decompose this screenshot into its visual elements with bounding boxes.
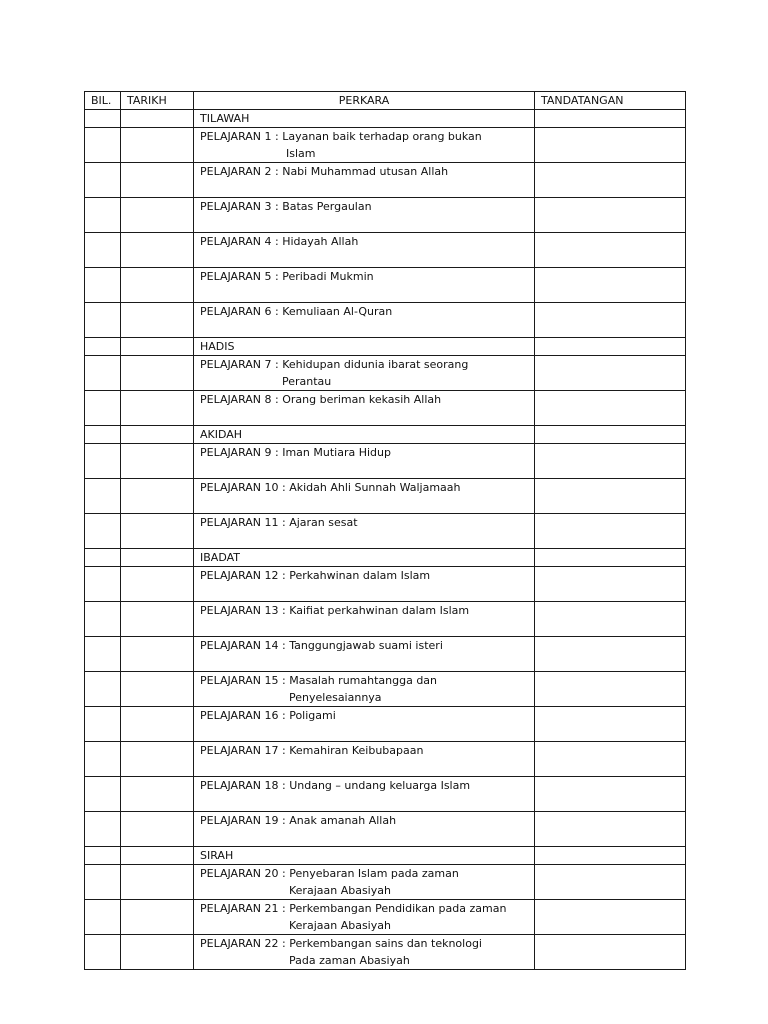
table-row [85, 602, 686, 637]
bil-cell [85, 479, 121, 514]
tarikh-cell [121, 163, 194, 198]
table-row [85, 198, 686, 233]
perkara-cell [194, 812, 535, 847]
table-row [85, 742, 686, 777]
bil-cell [85, 567, 121, 602]
table-row [85, 391, 686, 426]
tandatangan-cell [535, 338, 686, 356]
tandatangan-cell [535, 812, 686, 847]
tarikh-cell [121, 198, 194, 233]
section-title: IBADAT [200, 551, 240, 564]
tandatangan-cell [535, 128, 686, 163]
bil-cell [85, 637, 121, 672]
lesson-title: PELAJARAN 16 : Poligami [200, 709, 336, 722]
perkara-cell [194, 777, 535, 812]
header-tarikh: TARIKH [121, 92, 194, 110]
tarikh-cell [121, 777, 194, 812]
header-perkara: PERKARA [194, 92, 535, 110]
tandatangan-cell [535, 356, 686, 391]
tandatangan-cell [535, 672, 686, 707]
tandatangan-cell [535, 847, 686, 865]
bil-cell [85, 303, 121, 338]
bil-cell [85, 935, 121, 970]
bil-cell [85, 672, 121, 707]
perkara-cell [194, 479, 535, 514]
perkara-cell [194, 637, 535, 672]
table-row [85, 707, 686, 742]
tarikh-cell [121, 391, 194, 426]
tarikh-cell [121, 567, 194, 602]
tarikh-cell [121, 812, 194, 847]
tarikh-cell [121, 707, 194, 742]
bil-cell [85, 110, 121, 128]
perkara-cell [194, 233, 535, 268]
bil-cell [85, 549, 121, 567]
perkara-cell [194, 444, 535, 479]
lesson-title: PELAJARAN 18 : Undang – undang keluarga Islam [200, 779, 471, 792]
lesson-title: PELAJARAN 4 : Hidayah Allah [200, 235, 359, 248]
lesson-title: PELAJARAN 14 : Tanggungjawab suami isteri [200, 639, 443, 652]
header-tandatangan: TANDATANGAN [535, 92, 686, 110]
perkara-cell [194, 900, 535, 935]
tandatangan-cell [535, 233, 686, 268]
bil-cell [85, 391, 121, 426]
tarikh-cell [121, 444, 194, 479]
bil-cell [85, 128, 121, 163]
perkara-cell [194, 198, 535, 233]
tarikh-cell [121, 847, 194, 865]
bil-cell [85, 865, 121, 900]
tandatangan-cell [535, 514, 686, 549]
lesson-title: PELAJARAN 22 : Perkembangan sains dan teknologi [200, 937, 482, 950]
header-bil: BIL. [85, 92, 121, 110]
section-row [85, 338, 686, 356]
bil-cell [85, 198, 121, 233]
bil-cell [85, 514, 121, 549]
perkara-cell [194, 935, 535, 970]
tandatangan-cell [535, 865, 686, 900]
table-row [85, 163, 686, 198]
bil-cell [85, 847, 121, 865]
bil-cell [85, 163, 121, 198]
lesson-title: PELAJARAN 7 : Kehidupan didunia ibarat seorang [200, 358, 469, 371]
tarikh-cell [121, 549, 194, 567]
perkara-cell [194, 338, 535, 356]
perkara-cell [194, 303, 535, 338]
lesson-title: PELAJARAN 11 : Ajaran sesat [200, 516, 358, 529]
lesson-title: PELAJARAN 15 : Masalah rumahtangga dan [200, 674, 438, 687]
tarikh-cell [121, 356, 194, 391]
tandatangan-cell [535, 777, 686, 812]
lesson-title: PELAJARAN 19 : Anak amanah Allah [200, 814, 397, 827]
table-row [85, 865, 686, 900]
bil-cell [85, 742, 121, 777]
tarikh-cell [121, 935, 194, 970]
table-row [85, 233, 686, 268]
lesson-title: PELAJARAN 3 : Batas Pergaulan [200, 200, 372, 213]
tarikh-cell [121, 338, 194, 356]
perkara-cell [194, 707, 535, 742]
tarikh-cell [121, 602, 194, 637]
tarikh-cell [121, 233, 194, 268]
lesson-title: PELAJARAN 2 : Nabi Muhammad utusan Allah [200, 165, 449, 178]
perkara-cell [194, 110, 535, 128]
table-row [85, 444, 686, 479]
table-row [85, 777, 686, 812]
record-table [84, 91, 686, 970]
perkara-cell [194, 602, 535, 637]
perkara-cell [194, 128, 535, 163]
tarikh-cell [121, 865, 194, 900]
tarikh-cell [121, 672, 194, 707]
table-row [85, 303, 686, 338]
perkara-cell [194, 163, 535, 198]
bil-cell [85, 602, 121, 637]
lesson-title-continuation: Kerajaan Abasiyah [289, 884, 391, 897]
section-row [85, 110, 686, 128]
section-row [85, 549, 686, 567]
perkara-cell [194, 865, 535, 900]
bil-cell [85, 338, 121, 356]
tandatangan-cell [535, 198, 686, 233]
perkara-cell [194, 549, 535, 567]
tarikh-cell [121, 637, 194, 672]
tarikh-cell [121, 303, 194, 338]
perkara-cell [194, 426, 535, 444]
lesson-title-continuation: Islam [286, 147, 316, 160]
tandatangan-cell [535, 444, 686, 479]
table-row [85, 514, 686, 549]
perkara-cell [194, 567, 535, 602]
perkara-cell [194, 514, 535, 549]
section-title: TILAWAH [200, 112, 250, 125]
table-row [85, 672, 686, 707]
tandatangan-cell [535, 479, 686, 514]
tandatangan-cell [535, 303, 686, 338]
lesson-title: PELAJARAN 12 : Perkahwinan dalam Islam [200, 569, 431, 582]
bil-cell [85, 444, 121, 479]
bil-cell [85, 812, 121, 847]
table-row [85, 812, 686, 847]
tandatangan-cell [535, 637, 686, 672]
perkara-cell [194, 847, 535, 865]
lesson-title: PELAJARAN 21 : Perkembangan Pendidikan pada zaman [200, 902, 507, 915]
lesson-title: PELAJARAN 10 : Akidah Ahli Sunnah Waljamaah [200, 481, 461, 494]
bil-cell [85, 233, 121, 268]
tandatangan-cell [535, 742, 686, 777]
table-row [85, 268, 686, 303]
lesson-title: PELAJARAN 13 : Kaifiat perkahwinan dalam Islam [200, 604, 470, 617]
bil-cell [85, 707, 121, 742]
perkara-cell [194, 391, 535, 426]
section-title: AKIDAH [200, 428, 243, 441]
tandatangan-cell [535, 567, 686, 602]
tandatangan-cell [535, 426, 686, 444]
tandatangan-cell [535, 707, 686, 742]
tarikh-cell [121, 742, 194, 777]
section-title: HADIS [200, 340, 235, 353]
tarikh-cell [121, 128, 194, 163]
tandatangan-cell [535, 163, 686, 198]
lesson-title-continuation: Kerajaan Abasiyah [289, 919, 391, 932]
lesson-title: PELAJARAN 6 : Kemuliaan Al-Quran [200, 305, 393, 318]
lesson-title: PELAJARAN 9 : Iman Mutiara Hidup [200, 446, 391, 459]
bil-cell [85, 268, 121, 303]
perkara-cell [194, 356, 535, 391]
lesson-title-continuation: Pada zaman Abasiyah [289, 954, 410, 967]
table-row [85, 567, 686, 602]
bil-cell [85, 426, 121, 444]
section-row [85, 426, 686, 444]
tandatangan-cell [535, 110, 686, 128]
tarikh-cell [121, 426, 194, 444]
table-row [85, 128, 686, 163]
lesson-title: PELAJARAN 20 : Penyebaran Islam pada zaman [200, 867, 459, 880]
tarikh-cell [121, 900, 194, 935]
table-row [85, 356, 686, 391]
lesson-title: PELAJARAN 5 : Peribadi Mukmin [200, 270, 374, 283]
table-row [85, 900, 686, 935]
bil-cell [85, 900, 121, 935]
table-row [85, 479, 686, 514]
tandatangan-cell [535, 602, 686, 637]
tarikh-cell [121, 479, 194, 514]
header-row [85, 92, 686, 110]
tandatangan-cell [535, 935, 686, 970]
table-row [85, 637, 686, 672]
perkara-cell [194, 268, 535, 303]
lesson-title-continuation: Penyelesaiannya [289, 691, 382, 704]
bil-cell [85, 356, 121, 391]
perkara-cell [194, 672, 535, 707]
table-body [85, 110, 686, 970]
lesson-title: PELAJARAN 8 : Orang beriman kekasih Allah [200, 393, 442, 406]
perkara-cell [194, 742, 535, 777]
bil-cell [85, 777, 121, 812]
section-row [85, 847, 686, 865]
lesson-title: PELAJARAN 17 : Kemahiran Keibubapaan [200, 744, 424, 757]
tarikh-cell [121, 514, 194, 549]
section-title: SIRAH [200, 849, 234, 862]
tarikh-cell [121, 110, 194, 128]
table-row [85, 935, 686, 970]
lesson-title-continuation: Perantau [282, 375, 332, 388]
tarikh-cell [121, 268, 194, 303]
tandatangan-cell [535, 391, 686, 426]
tandatangan-cell [535, 549, 686, 567]
tandatangan-cell [535, 268, 686, 303]
tandatangan-cell [535, 900, 686, 935]
lesson-title: PELAJARAN 1 : Layanan baik terhadap orang bukan [200, 130, 482, 143]
